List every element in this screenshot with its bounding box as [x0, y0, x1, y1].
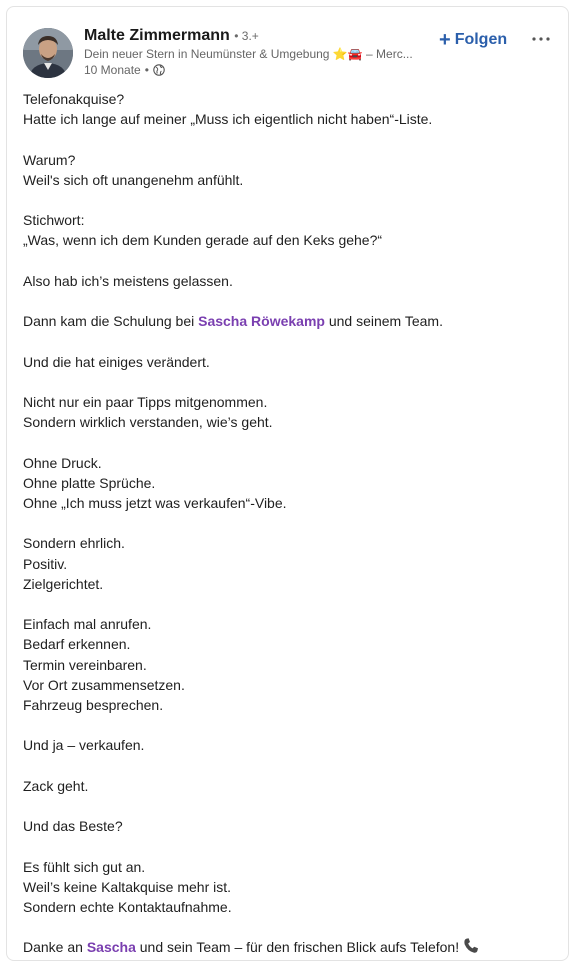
headline-suffix: – Merc...	[362, 47, 413, 61]
star-emoji-icon: ⭐	[332, 47, 348, 61]
globe-icon	[153, 64, 165, 76]
post-paragraph	[23, 614, 563, 715]
post-line: Sondern wirklich verstanden, wie’s geht.	[23, 414, 273, 431]
post-paragraph	[23, 352, 563, 372]
post-paragraph	[23, 857, 563, 918]
post-line: Ohne platte Sprüche.	[23, 474, 156, 491]
follow-label: Folgen	[454, 31, 508, 48]
post-paragraph	[23, 150, 563, 190]
connection-degree: • 3.+	[234, 29, 259, 43]
post-paragraph	[23, 735, 563, 755]
author-name-line	[84, 26, 444, 46]
post-paragraph	[23, 453, 563, 514]
post-paragraph	[23, 271, 563, 291]
author-headline	[84, 46, 440, 62]
post-line: Und das Beste?	[23, 818, 123, 835]
mention-sascha[interactable]: Sascha	[86, 939, 136, 956]
post-line: Vor Ort zusammensetzen.	[23, 676, 185, 693]
post-card	[6, 6, 569, 961]
post-header	[7, 7, 568, 87]
post-line: Termin vereinbaren.	[23, 656, 147, 673]
post-line	[23, 937, 563, 957]
text-segment: und sein Team – für den frischen Blick aufs Telefon!	[135, 939, 460, 956]
more-options-button[interactable]	[529, 27, 553, 51]
post-line: „Was, wenn ich dem Kunden gerade auf den Keks gehe?“	[23, 232, 383, 249]
follow-button[interactable]	[439, 29, 507, 51]
post-line: Und ja – verkaufen.	[23, 737, 145, 754]
post-line: Fahrzeug besprechen.	[23, 696, 164, 713]
post-line: Positiv.	[23, 555, 68, 572]
author-name[interactable]: Malte Zimmermann	[84, 27, 230, 44]
post-line: Warum?	[23, 151, 76, 168]
post-line: Es fühlt sich gut an.	[23, 858, 146, 875]
post-time: 10 Monate	[84, 63, 141, 77]
post-paragraph	[23, 210, 563, 250]
car-emoji-icon: 🚘	[347, 47, 363, 61]
post-paragraph	[23, 311, 563, 331]
avatar-photo-icon	[23, 28, 73, 78]
post-line: Zack geht.	[23, 777, 89, 794]
post-paragraph	[23, 392, 563, 432]
post-line: Sondern ehrlich.	[23, 535, 125, 552]
post-paragraph	[23, 89, 563, 129]
post-line: Telefonakquise?	[23, 91, 125, 107]
post-line: Weil's sich oft unangenehm anfühlt.	[23, 171, 244, 188]
avatar[interactable]	[23, 28, 73, 78]
mention-sascha-roewekamp[interactable]: Sascha Röwekamp	[198, 313, 325, 330]
post-line: Zielgerichtet.	[23, 575, 104, 592]
post-line: Ohne Druck.	[23, 454, 102, 471]
post-line: Ohne „Ich muss jetzt was verkaufen“-Vibe.	[23, 494, 287, 511]
plus-icon: +	[439, 29, 451, 51]
post-paragraph	[23, 937, 563, 957]
ellipsis-icon	[532, 37, 550, 41]
headline-prefix: Dein neuer Stern in Neumünster & Umgebung	[84, 47, 333, 61]
telephone-icon	[462, 937, 480, 955]
post-paragraph	[23, 816, 563, 836]
post-line: Nicht nur ein paar Tipps mitgenommen.	[23, 393, 268, 410]
post-line: Stichwort:	[23, 212, 85, 229]
author-info	[84, 26, 444, 78]
post-line: Und die hat einiges verändert.	[23, 353, 210, 370]
post-line: Sondern echte Kontaktaufnahme.	[23, 898, 232, 915]
post-body	[23, 89, 563, 958]
meta-separator: •	[144, 63, 149, 77]
text-segment: Dann kam die Schulung bei	[23, 313, 199, 330]
post-line: Hatte ich lange auf meiner „Muss ich eigentlich nicht haben“-Liste.	[23, 111, 433, 128]
text-segment: und seinem Team.	[324, 313, 443, 330]
post-paragraph	[23, 533, 563, 594]
text-segment: Danke an	[23, 939, 87, 956]
post-line: Also hab ich’s meistens gelassen.	[23, 272, 233, 289]
post-paragraph	[23, 776, 563, 796]
post-line: Bedarf erkennen.	[23, 636, 131, 653]
post-line: Weil’s keine Kaltakquise mehr ist.	[23, 878, 232, 895]
post-line: Einfach mal anrufen.	[23, 616, 152, 633]
post-line	[23, 311, 563, 331]
post-meta	[84, 62, 444, 78]
